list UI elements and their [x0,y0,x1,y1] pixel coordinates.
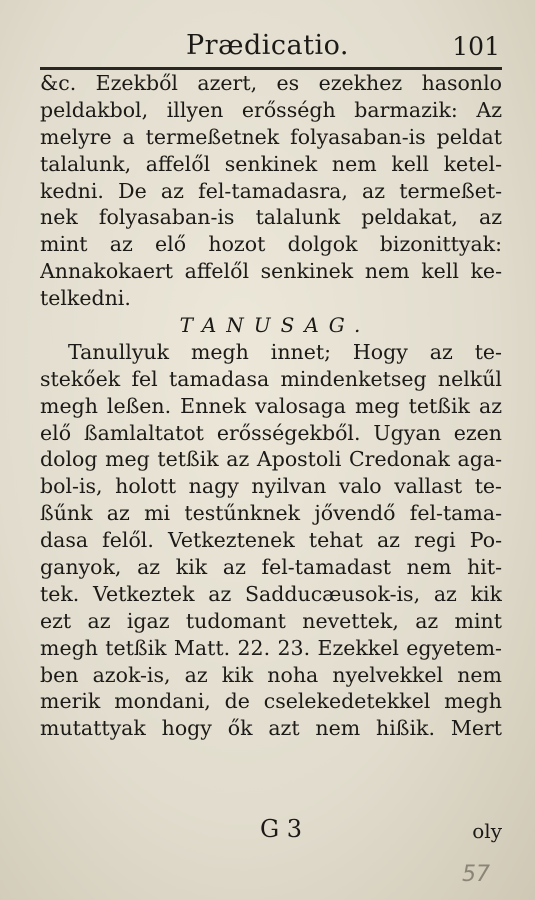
text-line: peldakbol, illyen erősségh barmazik: Az [40,97,502,122]
text-line: &c. Ezekből azert, es ezekhez hasonlo [40,71,502,95]
text-line: ezt az igaz tudomant nevettek, az mint [40,608,502,633]
text-line: ßűnk az mi testűnknek jővendő fel-tama- [40,501,502,526]
text-line: ganyok, az kik az fel-tamadast nem hit- [40,555,502,580]
text-line: talalunk, affelől senkinek nem kell ketel- [40,151,502,176]
text-line: elő ßamlaltatot erősségekből. Ugyan ezen [40,420,502,445]
catchword: oly [472,819,502,843]
text-line: tek. Vetkeztek az Sadducæusok-is, az kik [40,581,502,606]
section-heading: TANUSAG. [179,313,371,338]
text-line: nek folyasaban-is talalunk peldakat, az [40,205,502,230]
text-line: megh tetßik Matt. 22. 23. Ezekkel egyetem- [40,635,502,660]
text-line: mint az elő hozot dolgok bizonittyak: [40,232,502,257]
text-line: stekőek fel tamadasa mindenketseg nelkűl [40,366,502,391]
text-line: bol-is, holott nagy nyilvan valo vallast te- [40,474,502,499]
text-line: megh leßen. Ennek valosaga meg tetßik az [40,393,502,418]
text-line: kedni. De az fel-tamadasra, az termeßet- [40,178,502,203]
text-line: dasa felől. Vetkeztenek tehat az regi Po- [40,528,502,553]
text-line: merik mondani, de cselekedetekkel megh [40,689,502,714]
text-line: Tanullyuk megh innet; Hogy az te- [68,339,502,364]
page-footer [40,815,502,847]
page-header [40,28,500,64]
page-number: 101 [452,32,500,61]
text-line: mutattyak hogy ők azt nem hißik. Mert [40,716,502,741]
text-line: Annakokaert affelől senkinek nem kell ke- [40,259,502,284]
text-line: telkedni. [40,286,131,311]
running-title: Prædicatio. [186,30,349,61]
signature-mark: G 3 [260,815,303,843]
text-line: ben azok-is, az kik noha nyelvekkel nem [40,662,502,687]
text-line: melyre a termeßetnek folyasaban-is peldat [40,124,502,149]
text-line: dolog meg tetßik az Apostoli Credonak aga- [40,447,502,472]
page-body [40,70,502,742]
pencil-annotation: 57 [462,862,490,887]
